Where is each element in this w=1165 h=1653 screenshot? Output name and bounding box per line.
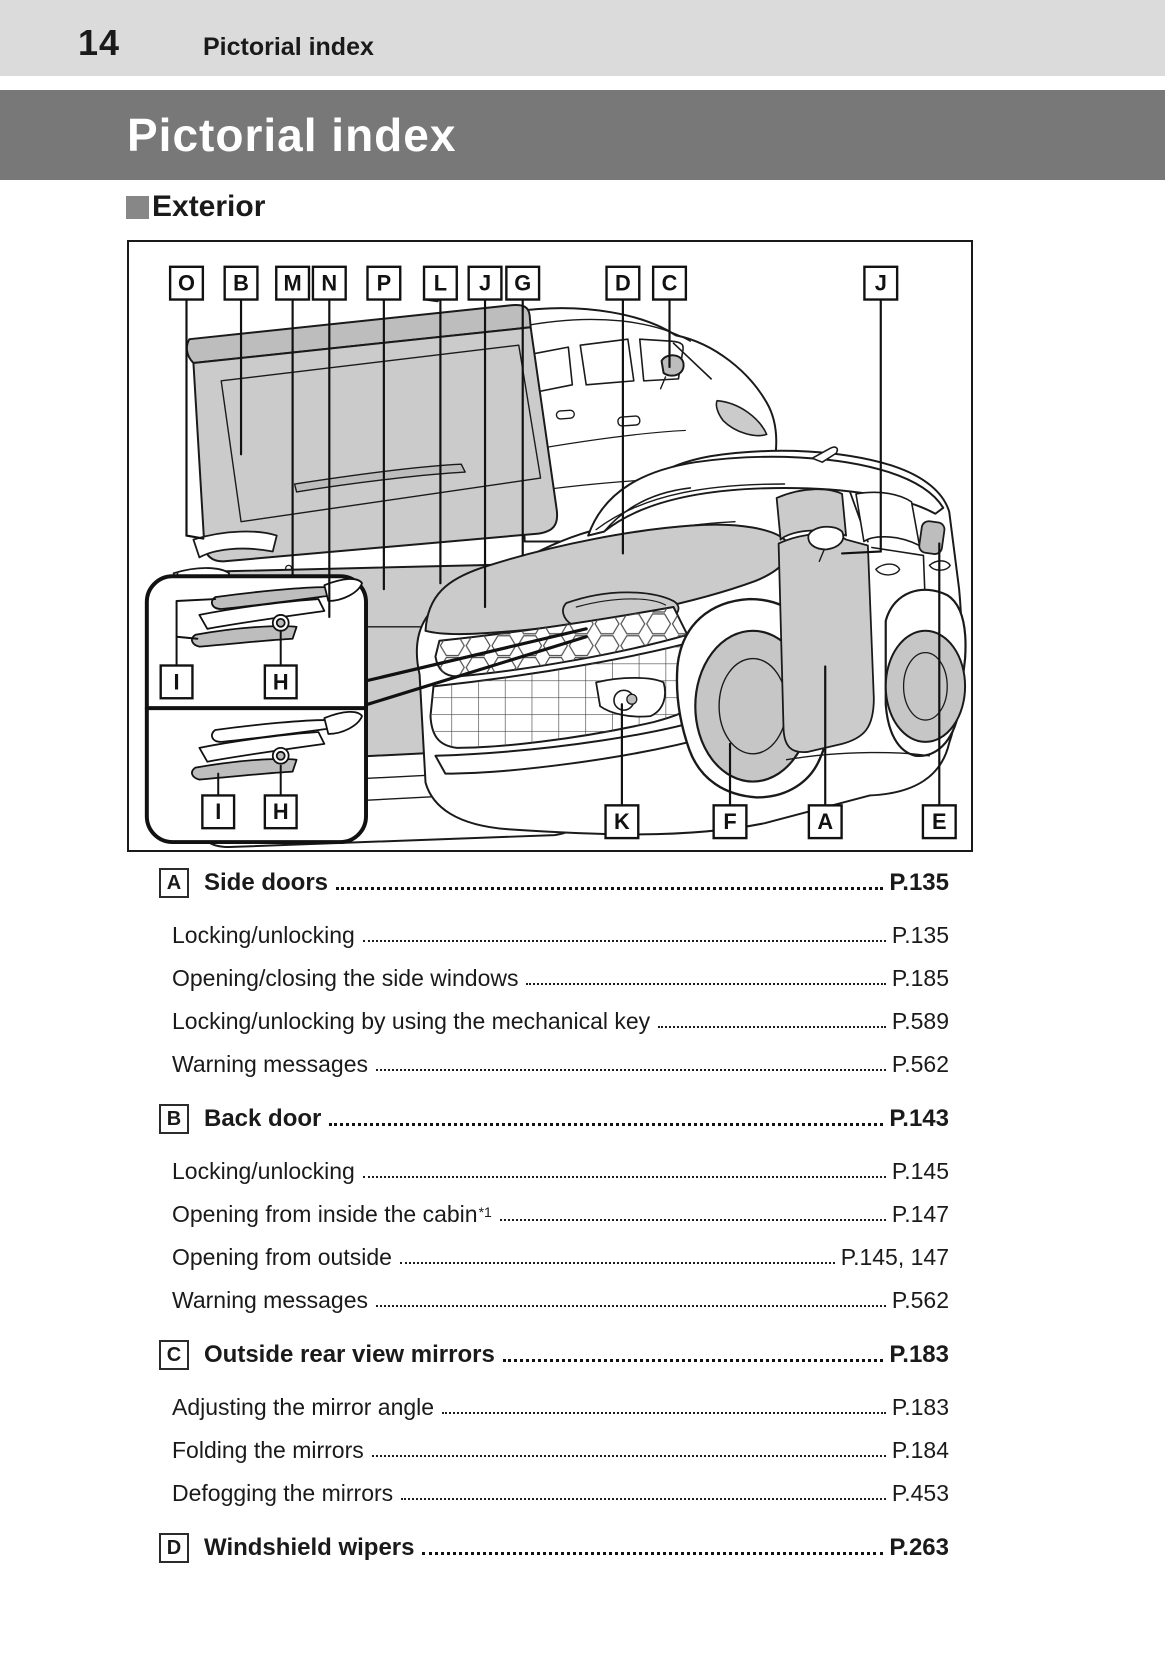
label-D <box>607 267 640 300</box>
svg-text:N: N <box>321 270 338 296</box>
index-item <box>149 1479 949 1507</box>
dot-leader <box>363 1176 886 1178</box>
section-title-text: Side doors <box>204 869 329 896</box>
section-title-text: Back door <box>204 1105 322 1132</box>
section-heading <box>126 190 265 224</box>
label-L <box>424 267 457 300</box>
svg-text:I: I <box>215 799 222 825</box>
label-K <box>606 805 639 838</box>
item-label: Warning messages <box>172 1286 369 1313</box>
label-I-top <box>161 666 193 699</box>
label-A <box>809 805 842 838</box>
dot-leader <box>329 1123 883 1126</box>
item-label: Warning messages <box>172 1050 369 1077</box>
svg-text:K: K <box>614 809 630 835</box>
exterior-diagram-art <box>129 242 970 849</box>
dot-leader <box>372 1455 886 1457</box>
label-J-right <box>864 267 897 300</box>
chapter-title: Pictorial index <box>127 109 457 161</box>
index-section-c <box>149 1340 949 1370</box>
page-reference: P.183 <box>889 1341 949 1368</box>
label-H-top <box>265 666 297 699</box>
svg-text:O: O <box>178 270 195 296</box>
svg-text:A: A <box>817 809 834 835</box>
dot-leader <box>400 1262 835 1264</box>
page-reference: P.183 <box>891 1393 949 1420</box>
index-section-b <box>149 1104 949 1134</box>
svg-text:M: M <box>283 270 302 296</box>
page-reference: P.143 <box>889 1105 949 1132</box>
label-O <box>170 267 203 300</box>
index-item <box>149 1157 949 1185</box>
label-P <box>367 267 400 300</box>
svg-text:H: H <box>272 669 289 695</box>
dot-leader <box>422 1552 883 1555</box>
index-item <box>149 1200 949 1228</box>
svg-text:D: D <box>615 270 631 296</box>
section-letter-badge: A <box>159 868 189 898</box>
exterior-diagram <box>127 240 973 852</box>
index-item <box>149 1286 949 1314</box>
svg-text:J: J <box>478 270 492 296</box>
svg-text:L: L <box>433 270 448 296</box>
item-label: Locking/unlocking by using the mechanical key <box>172 1007 651 1034</box>
page-reference: P.145 <box>891 1157 949 1184</box>
page-reference: P.263 <box>889 1534 949 1561</box>
item-label: Defogging the mirrors <box>172 1479 394 1506</box>
svg-text:F: F <box>723 809 737 835</box>
item-label: Opening/closing the side windows <box>172 964 519 991</box>
item-label: Locking/unlocking <box>172 1157 355 1184</box>
dot-leader <box>442 1412 886 1414</box>
section-letter-badge: B <box>159 1104 189 1134</box>
page-reference: P.145, 147 <box>840 1243 949 1270</box>
section-letter-badge: C <box>159 1340 189 1370</box>
label-F <box>714 805 747 838</box>
page-reference: P.135 <box>889 869 949 896</box>
svg-text:B: B <box>233 270 249 296</box>
label-C <box>653 267 686 300</box>
label-J-top <box>469 267 502 300</box>
item-label: Opening from inside the cabin <box>172 1200 478 1227</box>
section-title-text: Windshield wipers <box>204 1534 415 1561</box>
svg-text:I: I <box>173 669 180 695</box>
page-reference: P.184 <box>891 1436 949 1463</box>
page-reference: P.562 <box>891 1286 949 1313</box>
index-item <box>149 1243 949 1271</box>
label-B <box>225 267 258 300</box>
page-reference: P.135 <box>891 921 949 948</box>
label-I-bottom <box>202 795 234 828</box>
item-label: Folding the mirrors <box>172 1436 364 1463</box>
label-N <box>313 267 346 300</box>
index-item <box>149 1436 949 1464</box>
headlight-inset-box <box>147 576 366 842</box>
index-item <box>149 921 949 949</box>
section-title: Exterior <box>152 190 266 223</box>
dot-leader <box>401 1498 886 1500</box>
page-reference: P.562 <box>891 1050 949 1077</box>
page-number: 14 <box>78 22 121 63</box>
footnote-marker: *1 <box>478 1204 492 1220</box>
dot-leader <box>526 983 885 985</box>
chapter-title-bar <box>0 90 1165 180</box>
item-label: Locking/unlocking <box>172 921 355 948</box>
index-item <box>149 1393 949 1421</box>
page-reference: P.185 <box>891 964 949 991</box>
index-item <box>149 1050 949 1078</box>
page-reference: P.589 <box>891 1007 949 1034</box>
running-header: Pictorial index <box>203 33 374 61</box>
index-item <box>149 1007 949 1035</box>
svg-text:J: J <box>874 270 887 296</box>
liftgate-open <box>187 305 557 588</box>
index-section-d <box>149 1533 949 1563</box>
section-letter-badge: D <box>159 1533 189 1563</box>
page-header-strip <box>0 0 1165 76</box>
label-E <box>923 805 956 838</box>
index-item <box>149 964 949 992</box>
dot-leader <box>336 887 883 890</box>
svg-text:C: C <box>661 270 678 296</box>
label-H-bottom <box>265 795 297 828</box>
svg-text:P: P <box>376 270 392 296</box>
index-section-a <box>149 868 949 898</box>
dot-leader <box>376 1069 886 1071</box>
section-marker-icon <box>126 196 149 219</box>
item-label: Adjusting the mirror angle <box>172 1393 435 1420</box>
dot-leader <box>503 1359 884 1362</box>
section-title-text: Outside rear view mirrors <box>204 1341 495 1368</box>
dot-leader <box>658 1026 886 1028</box>
dot-leader <box>363 940 886 942</box>
label-M <box>276 267 309 300</box>
item-label: Opening from outside <box>172 1243 392 1270</box>
svg-text:E: E <box>932 809 947 835</box>
pictorial-index-list <box>149 862 949 1563</box>
dot-leader <box>500 1219 886 1221</box>
page-reference: P.453 <box>891 1479 949 1506</box>
svg-text:G: G <box>514 270 532 296</box>
dot-leader <box>376 1305 886 1307</box>
label-G <box>506 267 539 300</box>
page-reference: P.147 <box>891 1200 949 1227</box>
svg-text:H: H <box>272 799 289 825</box>
